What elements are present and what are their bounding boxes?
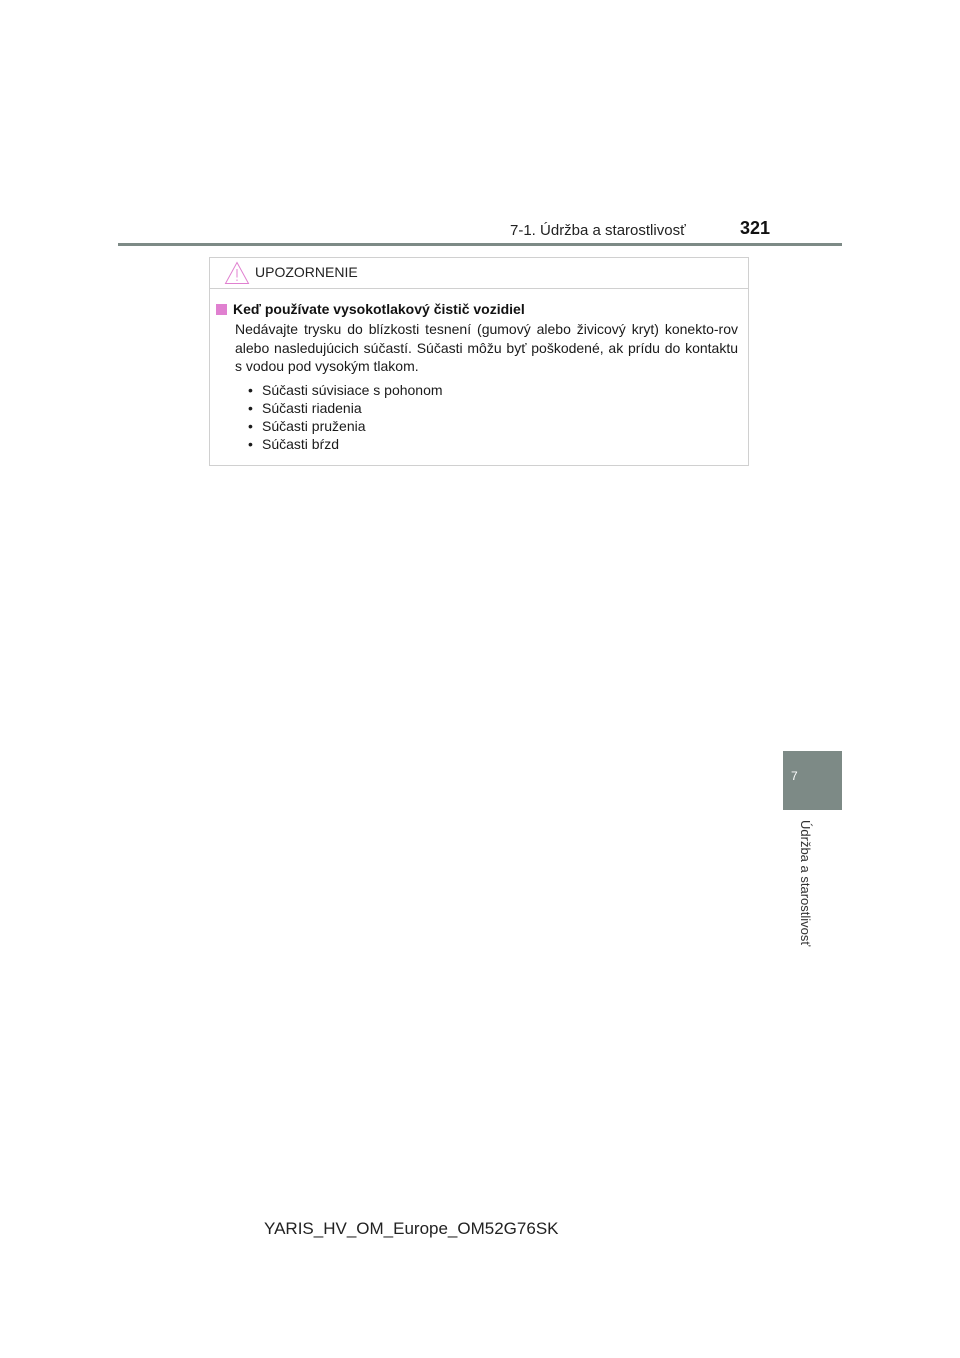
chapter-number: 7 (791, 769, 798, 783)
list-item: • Súčasti súvisiace s pohonom (248, 381, 738, 399)
header-rule (118, 243, 842, 246)
caution-header (210, 258, 748, 289)
chapter-tab (783, 751, 842, 810)
caution-title: UPOZORNENIE (255, 264, 358, 280)
page-number: 321 (740, 218, 771, 238)
caution-body (210, 289, 748, 453)
list-item: • Súčasti pruženia (248, 417, 738, 435)
square-bullet-icon (216, 304, 227, 315)
caution-box (209, 257, 749, 466)
caution-subheading (216, 301, 738, 317)
list-item: • Súčasti bŕzd (248, 435, 738, 453)
caution-paragraph: Nedávajte trysku do blízkosti tesnení (gumový alebo živicový kryt) konekto-rov alebo nasledujúcich súčastí. Súčasti môžu byť poškodené, ak prídu do kontaktu s vodou pod vysokým tlakom. (235, 321, 738, 374)
chapter-label: Údržba a starostlivosť (798, 820, 813, 947)
list-item: • Súčasti riadenia (248, 399, 738, 417)
warning-triangle-icon (224, 261, 250, 285)
document-code: YARIS_HV_OM_Europe_OM52G76SK (264, 1219, 559, 1238)
caution-heading-text: Keď používate vysokotlakový čistič vozidiel (233, 301, 525, 317)
parts-list (248, 381, 738, 453)
header-section-title: 7-1. Údržba a starostlivosť (510, 222, 686, 239)
